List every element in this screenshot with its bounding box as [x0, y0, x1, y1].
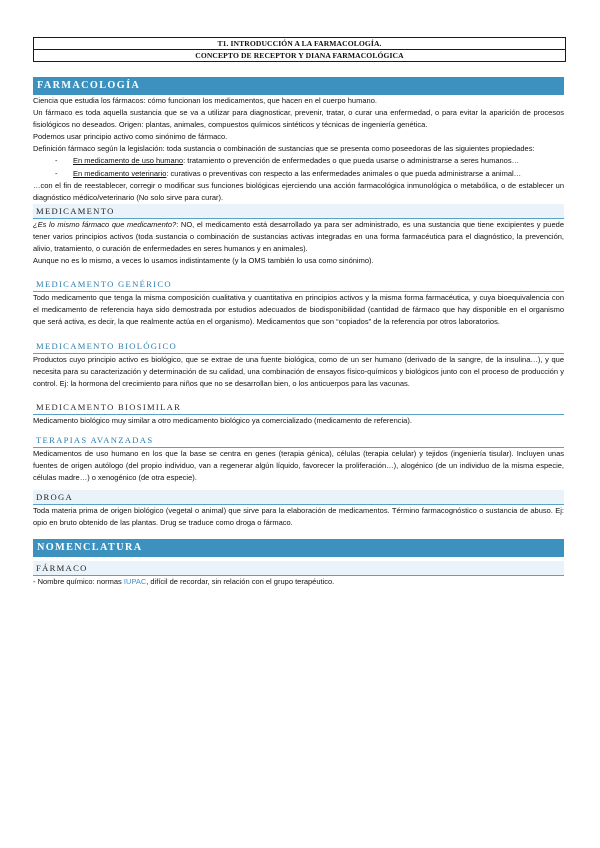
medicamento-paragraph-1: ¿Es lo mismo fármaco que medicamento?: NO, el medicamento está desarrollado ya para ser administrado, es una sustancia que tiene excipientes y puede tener varios principios activos (toda sustancia o combinación de sustancias activas integradas en una forma farmacéutica para el diagnóstico, la prevención, alivio, tratamiento, o curación de enfermedades en seres humanos y en animales). [33, 219, 564, 254]
farmacologia-paragraph-5: …con el fin de reestablecer, corregir o modificar sus funciones biológicas ejerciendo una acción farmacológica inmunológica o metabólica, o de establecer un diagnóstico médico/veterinario (No solo sirve para curar). [33, 180, 564, 202]
section-heading-generico: MEDICAMENTO GENÉRICO [33, 277, 564, 292]
farmacologia-paragraph-1: Ciencia que estudia los fármacos: cómo funcionan los medicamentos, que hacen en el cuerpo humano. [33, 96, 377, 105]
section-heading-biologico: MEDICAMENTO BIOLÓGICO [33, 339, 564, 354]
farmacologia-paragraph-3: Podemos usar principio activo como sinónimo de fármaco. [33, 132, 228, 142]
section-heading-terapias: TERAPIAS AVANZADAS [33, 433, 564, 448]
document-title-box [33, 37, 566, 62]
section-heading-droga: DROGA [33, 490, 564, 505]
iupac-link[interactable]: IUPAC [123, 577, 147, 587]
document-title: T1. INTRODUCCIÓN A LA FARMACOLOGÍA. [217, 39, 382, 48]
list-item-term: En medicamento veterinario [73, 168, 167, 178]
biosimilar-paragraph: Medicamento biológico muy similar a otro medicamento biológico ya comercializado (medicamento de referencia). [33, 415, 412, 425]
document-subtitle: CONCEPTO DE RECEPTOR Y DIANA FARMACOLÓGICA [34, 49, 565, 61]
nomenclatura-paragraph: - Nombre químico: normas IUPAC, difícil de recordar, sin relación con el grupo terapéutico. [33, 577, 335, 587]
medicamento-section [33, 204, 564, 219]
farmacologia-paragraph-2: Un fármaco es toda aquella sustancia que se va a utilizar para diagnosticar, prevenir, tratar, o curar una enfermedad, o para evitar la aparición de procesos fisiológicos no deseados. Origen: plantas, animales, compuestos químicos sintéticos y técnicas de ingeniería genética. [33, 108, 564, 130]
legislation-list [33, 155, 564, 179]
terapias-paragraph: Medicamentos de uso humano en los que la base se centra en genes (terapia génica), células (terapia celular) y tejidos (ingeniería tisular). Incluyen unas fuentes de origen autólogo (del propio individuo, van a regenerar algún líquido, favorecer la proliferación…), alogénico (de un individuo de la misma especie, células madre…) o xenogénico (de otra especie). [33, 448, 564, 483]
generico-paragraph: Todo medicamento que tenga la misma composición cualitativa y cuantitativa en principios activos y la misma forma farmacéutica, y cuya bioequivalencia con el medicamento de referencia haya sido demostrada por estudios adecuados de biodisponibilidad (cantidad de fármaco que hay disponible en el organismo que será activa, es decir, la que realmente actúa en el organismo). Medicamentos que son “copiados” de la referencia por otros laboratorios. [33, 293, 564, 327]
section-heading-farmaco: FÁRMACO [33, 561, 564, 576]
biologico-paragraph: Productos cuyo principio activo es biológico, que se extrae de una fuente biológica, como de un ser humano (derivado de la sangre, de la insulina…), y que necesita para su caracterización y determinación de su calidad, una combinación de ensayos físico-químicos y biológicos junto con el proceso de producción y control. Ej: la hormona del crecimiento para niños que no se desarrollan bien, o los anticuerpos para las vacunas. [33, 354, 564, 388]
farmacologia-paragraph-4: Definición fármaco según la legislación: toda sustancia o combinación de sustancias que se presenta como poseedoras de las siguientes propiedades: [33, 144, 535, 154]
medicamento-question: ¿Es lo mismo fármaco que medicamento? [33, 219, 177, 229]
section-heading-biosimilar: MEDICAMENTO BIOSIMILAR [33, 400, 564, 415]
list-item: - En medicamento veterinario: curativas o preventivas con respecto a las enfermedades animales o que pueda administrarse a animal… [55, 168, 522, 178]
list-item-text: : tratamiento o prevención de enfermedades o que pueda usarse o administrarse a seres humanos… [183, 156, 520, 166]
medicamento-paragraph-2: Aunque no es lo mismo, a veces lo usamos indistintamente (y la OMS también lo usa como sinónimo). [33, 256, 374, 266]
section-heading-nomenclatura: NOMENCLATURA [33, 539, 564, 557]
list-item: - En medicamento de uso humano: tratamiento o prevención de enfermedades o que pueda usarse o administrarse a seres humanos… [55, 156, 520, 166]
list-item-term: En medicamento de uso humano [73, 156, 184, 166]
droga-section [33, 490, 564, 505]
section-heading-medicamento: MEDICAMENTO [33, 204, 564, 219]
farmaco-section [33, 561, 564, 576]
section-heading-farmacologia: FARMACOLOGÍA [33, 77, 564, 95]
list-item-text: : curativas o preventivas con respecto a las enfermedades animales o que pueda administrarse a animal… [166, 168, 522, 178]
document-body [33, 77, 564, 588]
droga-paragraph: Toda materia prima de origen biológico (vegetal o animal) que sirve para la elaboración de medicamentos. Término farmacognóstico o sustancia de abuso. Ej: opio en bruto obtenido de las plantas. Drug se traduce como droga o fármaco. [33, 506, 564, 528]
